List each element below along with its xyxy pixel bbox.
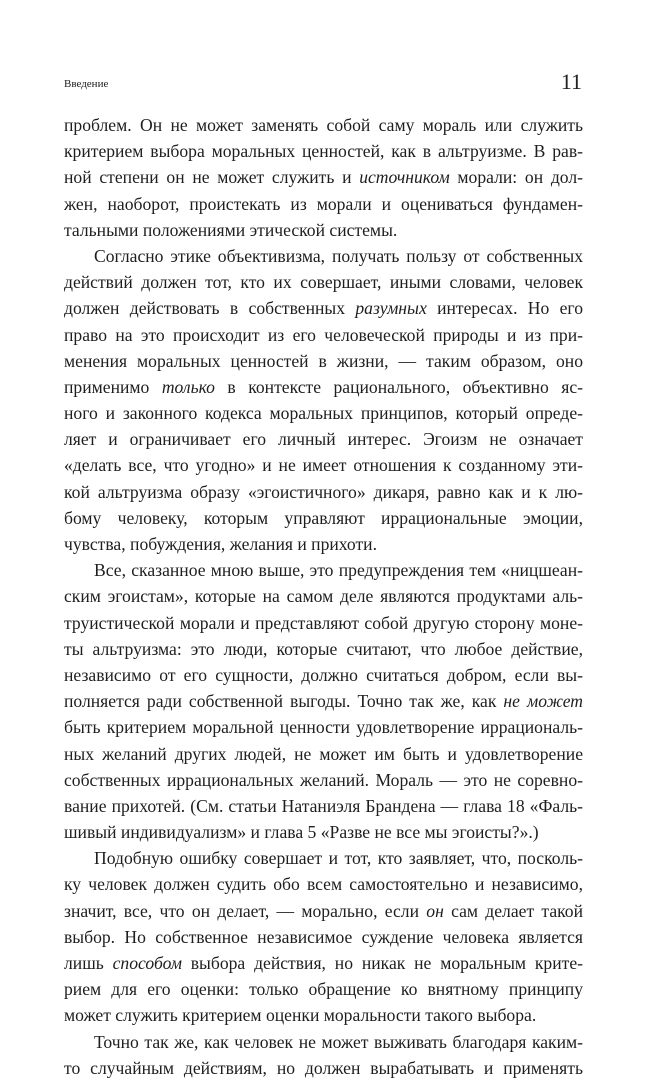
text-line: [64, 845, 583, 871]
text-segment: выбора действия, но никак не моральным крите-: [181, 953, 584, 973]
text-segment: труистической морали и представляют собой другую сторону моне-: [64, 612, 583, 633]
paragraph: [64, 243, 583, 557]
text-line: [64, 871, 583, 897]
text-segment: жен, наоборот, проистекать из морали и оцениваться фундамен-: [64, 193, 583, 214]
text-line: [64, 583, 583, 609]
text-line: [64, 400, 583, 426]
emphasis-text: источником: [359, 167, 450, 188]
text-line: [64, 479, 583, 505]
text-segment: Согласно этике объективизма, получать пользу от собственных: [94, 245, 583, 266]
text-segment: ляет и ограничивает его личный интерес. Эгоизм не означает: [64, 429, 583, 450]
text-segment: независимо от его сущности, должно считаться добром, если вы-: [64, 664, 583, 685]
emphasis-text: только: [161, 376, 215, 397]
text-line: [64, 793, 583, 819]
body-text: [64, 112, 583, 1081]
text-segment: бому человеку, которым управляют иррациональные эмоции,: [64, 507, 583, 528]
text-line: [64, 374, 583, 400]
text-line: [64, 741, 583, 767]
text-segment: «делать все, что угодно» и не имеет отношения к созданному эти-: [64, 455, 583, 476]
text-line: [64, 714, 583, 740]
running-head: Введение: [64, 78, 109, 90]
text-segment: применимо: [64, 376, 162, 397]
text-line: [64, 217, 583, 243]
text-line: [64, 898, 583, 924]
text-segment: право на это происходит из его человеческой природы и из при-: [64, 324, 583, 345]
text-segment: лишь: [64, 953, 113, 973]
text-line: [64, 243, 583, 269]
text-segment: менения моральных ценностей в жизни, — таким образом, оно: [64, 350, 583, 371]
text-segment: шивый индивидуализм» и глава 5 «Разве не все мы эгоисты?».): [64, 822, 539, 843]
text-line: [64, 322, 583, 348]
text-line: [64, 531, 583, 557]
text-segment: ного и законного кодекса моральных принципов, который опреде-: [64, 403, 583, 424]
text-segment: проблем. Он не может заменять собой саму мораль или служить: [64, 115, 583, 135]
text-line: [64, 1029, 583, 1055]
text-segment: ты альтруизма: это люди, которые считают, что любое действие,: [64, 638, 583, 659]
text-segment: может служить критерием оценки моральности такого выбора.: [64, 1005, 537, 1026]
text-segment: сам делает такой: [443, 900, 583, 921]
text-line: [64, 269, 583, 295]
text-line: [64, 662, 583, 688]
text-line: [64, 191, 583, 217]
emphasis-text: разумных: [355, 298, 427, 319]
text-segment: ной степени он не может служить и: [64, 167, 360, 188]
text-segment: собственных иррациональных желаний. Мораль — это не соревно-: [64, 769, 583, 790]
text-line: [64, 976, 583, 1002]
emphasis-text: не может: [503, 691, 583, 712]
text-segment: быть критерием моральной ценности удовлетворение иррациональ-: [64, 717, 583, 738]
text-segment: действий должен тот, кто их совершает, иными словами, человек: [64, 272, 583, 293]
text-line: [64, 295, 583, 321]
text-segment: ку человек должен судить обо всем самостоятельно и независимо,: [64, 874, 583, 895]
text-segment: то случайным действиям, но должен вырабатывать и применять: [64, 1057, 583, 1078]
text-segment: интересах. Но его: [426, 298, 583, 319]
text-segment: значит, все, что он делает, — морально, если: [64, 900, 427, 921]
text-segment: выбор. Но собственное независимое суждение человека является: [64, 926, 583, 947]
text-line: [64, 688, 583, 714]
text-segment: полняется ради собственной выгоды. Точно так же, как: [64, 691, 504, 712]
text-segment: Подобную ошибку совершает и тот, кто заявляет, что, посколь-: [94, 848, 583, 869]
text-segment: кой альтруизма образу «эгоистичного» дикаря, равно как и к лю-: [64, 481, 583, 502]
text-line: [64, 767, 583, 793]
paragraph: [64, 845, 583, 1028]
emphasis-text: способом: [112, 953, 182, 973]
text-segment: рием для его оценки: только обращение ко внятному принципу: [64, 979, 583, 1000]
text-line: [64, 138, 583, 164]
text-line: [64, 557, 583, 583]
text-segment: должен действовать в собственных: [64, 298, 356, 319]
text-segment: тальными положениями этической системы.: [64, 219, 398, 240]
text-segment: Точно так же, как человек не может выживать благодаря каким-: [94, 1031, 583, 1052]
text-line: [64, 924, 583, 950]
page-number: 11: [560, 69, 582, 94]
paragraph: [64, 112, 583, 243]
paragraph: [64, 557, 583, 845]
text-line: [64, 112, 583, 138]
text-line: [64, 610, 583, 636]
text-segment: ных желаний других людей, не может им быть и удовлетворение: [64, 743, 583, 764]
text-line: [64, 950, 583, 976]
text-line: [64, 636, 583, 662]
text-line: [64, 426, 583, 452]
text-segment: чувства, побуждения, желания и прихоти.: [64, 534, 378, 554]
emphasis-text: он: [426, 900, 444, 921]
text-line: [64, 452, 583, 478]
text-line: [64, 348, 583, 374]
text-segment: в контексте рационального, объективно яс-: [214, 376, 583, 397]
text-line: [64, 1055, 583, 1081]
text-line: [64, 819, 583, 845]
text-segment: ским эгоистам», которые на самом деле являются продуктами аль-: [64, 586, 583, 607]
paragraph: [64, 1029, 583, 1081]
text-segment: критерием выбора моральных ценностей, как в альтруизме. В рав-: [64, 141, 583, 162]
text-segment: вание прихотей. (См. статьи Натаниэля Брандена — глава 18 «Фаль-: [64, 795, 583, 816]
text-line: [64, 164, 583, 190]
text-segment: морали: он дол-: [449, 167, 583, 188]
text-line: [64, 505, 583, 531]
text-line: [64, 1002, 583, 1028]
text-segment: Все, сказанное мною выше, это предупреждения тем «ницшеан-: [94, 560, 583, 581]
